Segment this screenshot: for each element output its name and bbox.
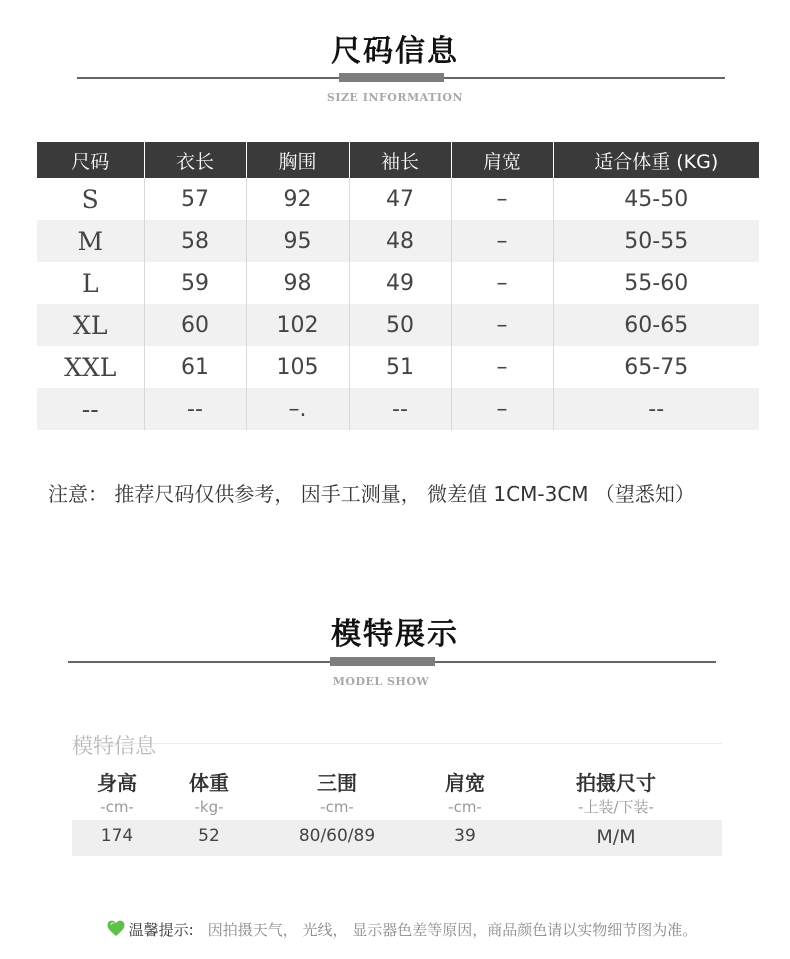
model-header: 身高 [97,771,137,795]
size-table-header-row [37,142,759,178]
cell-length: 59 [144,262,246,304]
cell-chest: –. [246,388,349,430]
model-col-measurements [267,770,407,818]
header-chest: 胸围 [246,142,349,178]
model-unit: -cm- [320,798,354,816]
model-value-shoot-size: M/M [596,826,636,848]
table-row [37,346,759,388]
model-col-shoot-size [546,770,686,818]
cell-length: 57 [144,178,246,220]
cell-size: M [37,220,144,262]
model-info-divider [72,743,722,744]
cell-size: -- [37,388,144,430]
cell-size: XXL [37,346,144,388]
table-row [37,178,759,220]
cell-sleeve: 48 [349,220,451,262]
cell-size: S [37,178,144,220]
model-unit: -kg- [194,798,224,816]
model-header: 体重 [189,771,229,795]
header-weight: 适合体重 (KG) [553,142,759,178]
cell-sleeve: 49 [349,262,451,304]
size-note: 注意： 推荐尺码仅供参考， 因手工测量， 微差值 1CM-3CM （望悉知） [48,482,695,506]
model-info-label: 模特信息 [72,734,156,758]
cell-sleeve: 51 [349,346,451,388]
size-title-accent-bar [339,73,444,82]
cell-chest: 105 [246,346,349,388]
table-row [37,388,759,430]
cell-weight: 50-55 [553,220,759,262]
cell-chest: 95 [246,220,349,262]
cell-length: -- [144,388,246,430]
cell-shoulder: – [451,220,553,262]
model-value-measurements: 80/60/89 [298,826,376,846]
table-row [37,304,759,346]
cell-weight: -- [553,388,759,430]
tip-label: 温馨提示: [128,921,194,939]
cell-weight: 45-50 [553,178,759,220]
model-title-accent-bar [330,657,435,666]
model-unit: -上装/下装- [578,798,654,816]
table-row [37,262,759,304]
size-table [37,142,759,430]
cell-size: L [37,262,144,304]
table-row [37,220,759,262]
cell-shoulder: – [451,178,553,220]
model-col-weight [139,770,279,818]
header-shoulder: 肩宽 [451,142,553,178]
cell-weight: 60-65 [553,304,759,346]
cell-shoulder: – [451,388,553,430]
model-header: 三围 [317,771,357,795]
model-col-shoulder [395,770,535,818]
size-section-subtitle: SIZE INFORMATION [326,91,464,104]
model-header: 拍摄尺寸 [576,771,656,795]
model-unit: -cm- [448,798,482,816]
cell-length: 58 [144,220,246,262]
heart-icon [88,902,125,959]
cell-length: 61 [144,346,246,388]
cell-sleeve: 50 [349,304,451,346]
model-header: 肩宽 [445,771,485,795]
cell-length: 60 [144,304,246,346]
model-section-title: 模特展示 [331,617,459,652]
model-value-shoulder: 39 [454,826,476,846]
model-section-subtitle: MODEL SHOW [332,675,430,688]
cell-chest: 92 [246,178,349,220]
header-length: 衣长 [144,142,246,178]
model-unit: -cm- [100,798,134,816]
size-section-title: 尺码信息 [331,34,459,69]
cell-size: XL [37,304,144,346]
cell-weight: 55-60 [553,262,759,304]
cell-shoulder: – [451,304,553,346]
cell-chest: 98 [246,262,349,304]
cell-chest: 102 [246,304,349,346]
header-size: 尺码 [37,142,144,178]
cell-weight: 65-75 [553,346,759,388]
cell-shoulder: – [451,346,553,388]
cell-shoulder: – [451,262,553,304]
tip-line [78,884,698,939]
cell-sleeve: -- [349,388,451,430]
model-value-height: 174 [100,826,134,846]
model-value-weight: 52 [198,826,220,846]
tip-text: 因拍摄天气， 光线， 显示器色差等原因，商品颜色请以实物细节图为准。 [207,921,698,939]
header-sleeve: 袖长 [349,142,451,178]
cell-sleeve: 47 [349,178,451,220]
